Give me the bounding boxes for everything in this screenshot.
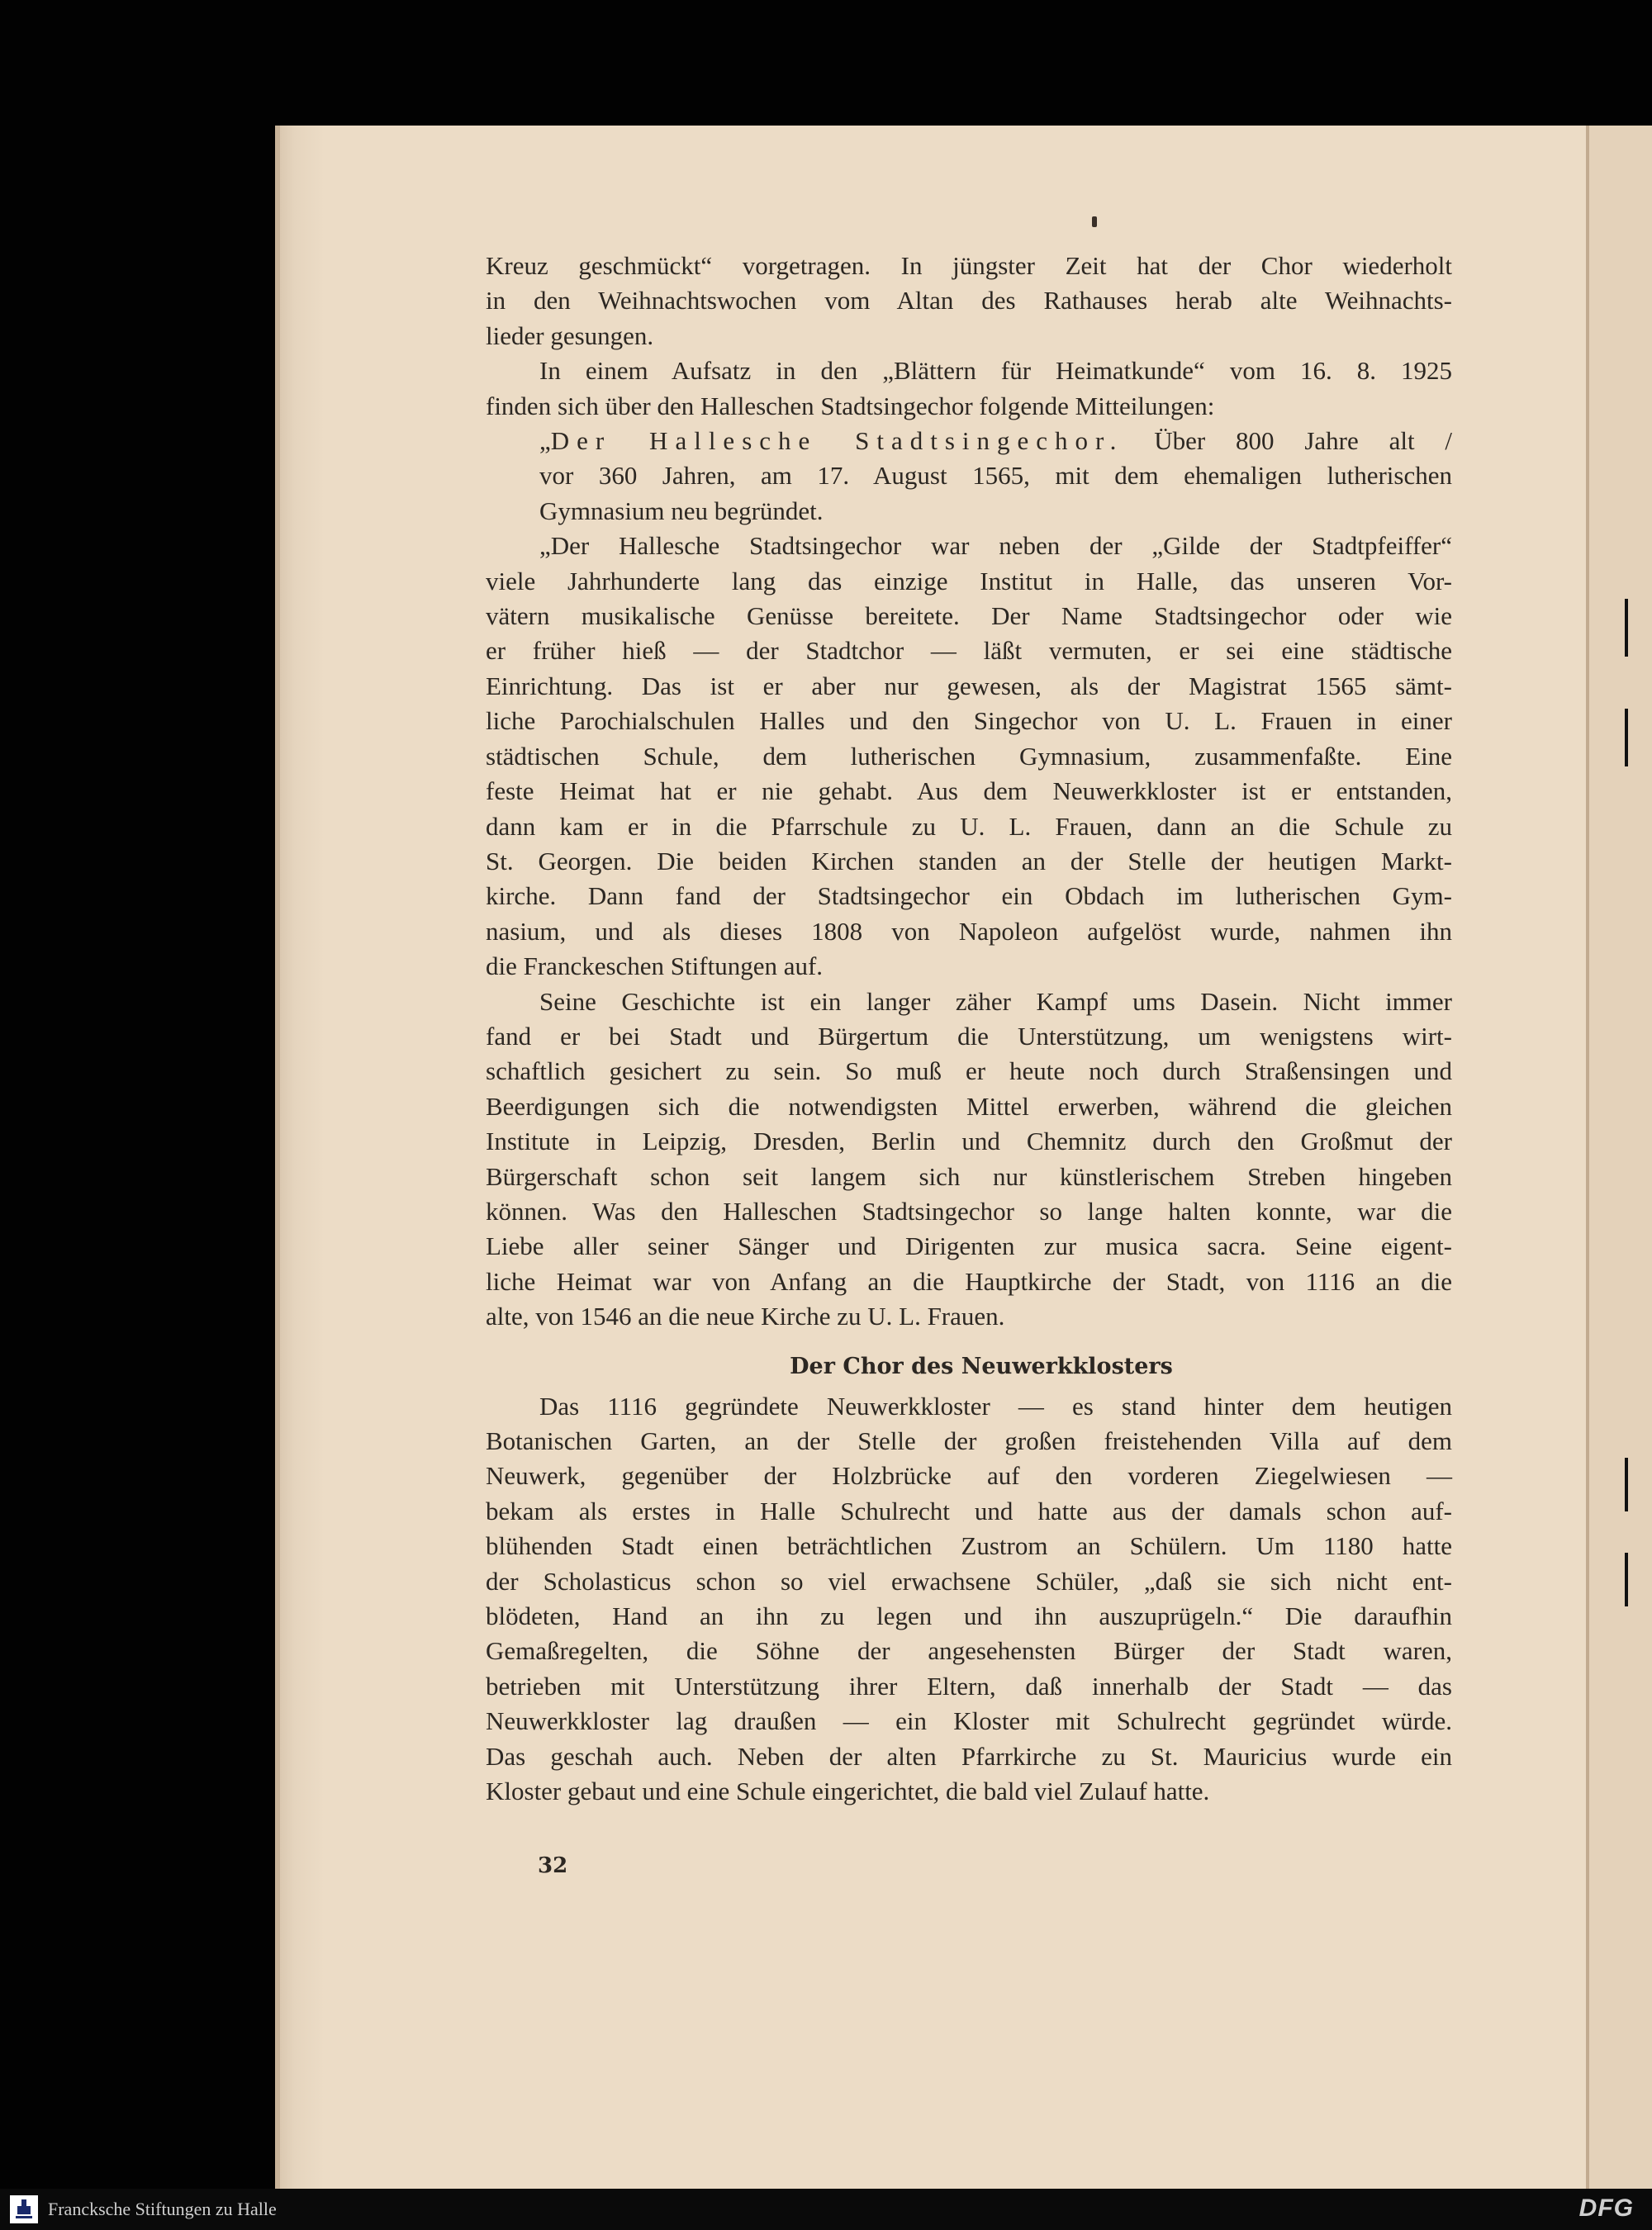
edge-mark xyxy=(1625,599,1628,657)
text-line: lieder gesungen. xyxy=(486,320,654,350)
text-line: Einrichtung. Das ist er aber nur gewesen, als der Magistrat 1565 sämt- xyxy=(486,671,1452,700)
text-line: Das geschah auch. Neben der alten Pfarrkirche zu St. Mauricius wurde ein xyxy=(486,1741,1452,1771)
page-gutter xyxy=(275,126,280,2189)
text-line: „Der Hallesche Stadtsingechor war neben der „Gilde der Stadtpfeiffer“ xyxy=(539,531,1452,561)
section-heading: Der Chor des Neuwerkklosters xyxy=(790,1353,1173,1379)
text-line: der Scholasticus schon so viel erwachsene Schüler, „daß sie sich nicht ent- xyxy=(486,1566,1452,1596)
text-line: Botanischen Garten, an der Stelle der großen freistehenden Villa auf dem xyxy=(486,1426,1452,1455)
text-line: St. Georgen. Die beiden Kirchen standen an der Stelle der heutigen Markt- xyxy=(486,846,1452,875)
text-line: in den Weihnachtswochen vom Altan des Rathauses herab alte Weihnachts- xyxy=(486,286,1452,316)
text-line: Neuwerkkloster lag draußen — ein Kloster mit Schulrecht gegründet würde. xyxy=(486,1706,1452,1736)
francke-foundation-logo-icon[interactable] xyxy=(10,2195,38,2223)
quote-spaced-title: Der Hallesche Stadtsingechor. xyxy=(550,426,1124,456)
text-line: blühenden Stadt einen beträchtlichen Zustrom an Schülern. Um 1180 hatte xyxy=(486,1531,1452,1561)
quote-open-mark: „ xyxy=(539,426,551,456)
page-text xyxy=(486,249,1452,1809)
text-line: Kloster gebaut und eine Schule eingerichtet, die bald viel Zulauf hatte. xyxy=(486,1777,1210,1806)
text-line: die Franckeschen Stiftungen auf. xyxy=(486,951,824,981)
footer-institution-link[interactable]: Francksche Stiftungen zu Halle xyxy=(48,2199,277,2219)
text-line: er früher hieß — der Stadtchor — läßt vermuten, er sei eine städtische xyxy=(486,636,1452,666)
text-line: fand er bei Stadt und Bürgertum die Unterstützung, um wenigstens wirt- xyxy=(486,1021,1452,1051)
text-line: bekam als erstes in Halle Schulrecht und hatte aus der damals schon auf- xyxy=(486,1496,1452,1525)
quote-first-line-rest: Über 800 Jahre alt / xyxy=(1123,426,1452,456)
text-line: blödeten, Hand an ihn zu legen und ihn auszuprügeln.“ Die daraufhin xyxy=(486,1601,1452,1631)
page-number: 32 xyxy=(538,1853,568,1878)
text-line: viele Jahrhunderte lang das einzige Institut in Halle, das unseren Vor- xyxy=(486,566,1452,595)
quoted-passage xyxy=(486,424,1452,529)
text-line: liche Heimat war von Anfang an die Hauptkirche der Stadt, von 1116 an die xyxy=(486,1266,1452,1296)
text-line: finden sich über den Halleschen Stadtsingechor folgende Mitteilungen: xyxy=(486,391,1215,420)
text-line: Beerdigungen sich die notwendigsten Mittel erwerben, während die gleichen xyxy=(486,1091,1452,1121)
text-line: liche Parochialschulen Halles und den Singechor von U. L. Frauen in einer xyxy=(486,706,1452,736)
quote-line: vor 360 Jahren, am 17. August 1565, mit dem ehemaligen lutherischen xyxy=(539,461,1452,491)
adjacent-page-edge xyxy=(1586,126,1652,2189)
text-line: Das 1116 gegründete Neuwerkkloster — es stand hinter dem heutigen xyxy=(539,1391,1452,1421)
text-line: schaftlich gesichert zu sein. So muß er heute noch durch Straßensingen und xyxy=(486,1056,1452,1086)
edge-mark xyxy=(1625,1553,1628,1606)
dfg-logo[interactable]: DFG xyxy=(1578,2194,1634,2222)
text-line: Bürgerschaft schon seit langem sich nur künstlerischem Streben hingeben xyxy=(486,1161,1452,1191)
text-line: Neuwerk, gegenüber der Holzbrücke auf den vorderen Ziegelwiesen — xyxy=(486,1461,1452,1491)
text-line: feste Heimat hat er nie gehabt. Aus dem Neuwerkkloster ist er entstanden, xyxy=(486,776,1452,806)
edge-mark xyxy=(1625,709,1628,766)
text-line: Seine Geschichte ist ein langer zäher Kampf ums Dasein. Nicht immer xyxy=(539,986,1452,1016)
text-line: vätern musikalische Genüsse bereitete. Der Name Stadtsingechor oder wie xyxy=(486,601,1452,631)
text-line: Kreuz geschmückt“ vorgetragen. In jüngster Zeit hat der Chor wiederholt xyxy=(486,251,1452,280)
text-line: betrieben mit Unterstützung ihrer Eltern, daß innerhalb der Stadt — das xyxy=(486,1671,1452,1701)
text-line: Gemaßregelten, die Söhne der angesehensten Bürger der Stadt waren, xyxy=(486,1636,1452,1666)
text-line: Liebe aller seiner Sänger und Dirigenten zur musica sacra. Seine eigent- xyxy=(486,1231,1452,1261)
paragraph-group-top xyxy=(486,249,1452,424)
viewer-footer xyxy=(0,2189,1652,2230)
text-line: städtischen Schule, dem lutherischen Gymnasium, zusammenfaßte. Eine xyxy=(486,741,1452,771)
ink-spot xyxy=(1092,216,1097,227)
text-line: alte, von 1546 an die neue Kirche zu U. L. Frauen. xyxy=(486,1302,1005,1331)
quote-first-line xyxy=(486,424,1452,458)
text-line: nasium, und als dieses 1808 von Napoleon aufgelöst wurde, nahmen ihn xyxy=(486,916,1452,946)
paragraph-group-mid xyxy=(486,529,1452,1334)
text-line: In einem Aufsatz in den „Blättern für Heimatkunde“ vom 16. 8. 1925 xyxy=(539,356,1452,386)
text-line: kirche. Dann fand der Stadtsingechor ein Obdach im lutherischen Gym- xyxy=(486,881,1452,911)
quote-line: Gymnasium neu begründet. xyxy=(539,496,824,525)
edge-mark xyxy=(1625,1458,1628,1511)
text-line: können. Was den Halleschen Stadtsingechor so lange halten konnte, war die xyxy=(486,1196,1452,1226)
text-line: Institute in Leipzig, Dresden, Berlin und Chemnitz durch den Großmut der xyxy=(486,1127,1452,1156)
text-line: dann kam er in die Pfarrschule zu U. L. Frauen, dann an die Schule zu xyxy=(486,811,1452,841)
paragraph-group-bottom xyxy=(486,1389,1452,1810)
